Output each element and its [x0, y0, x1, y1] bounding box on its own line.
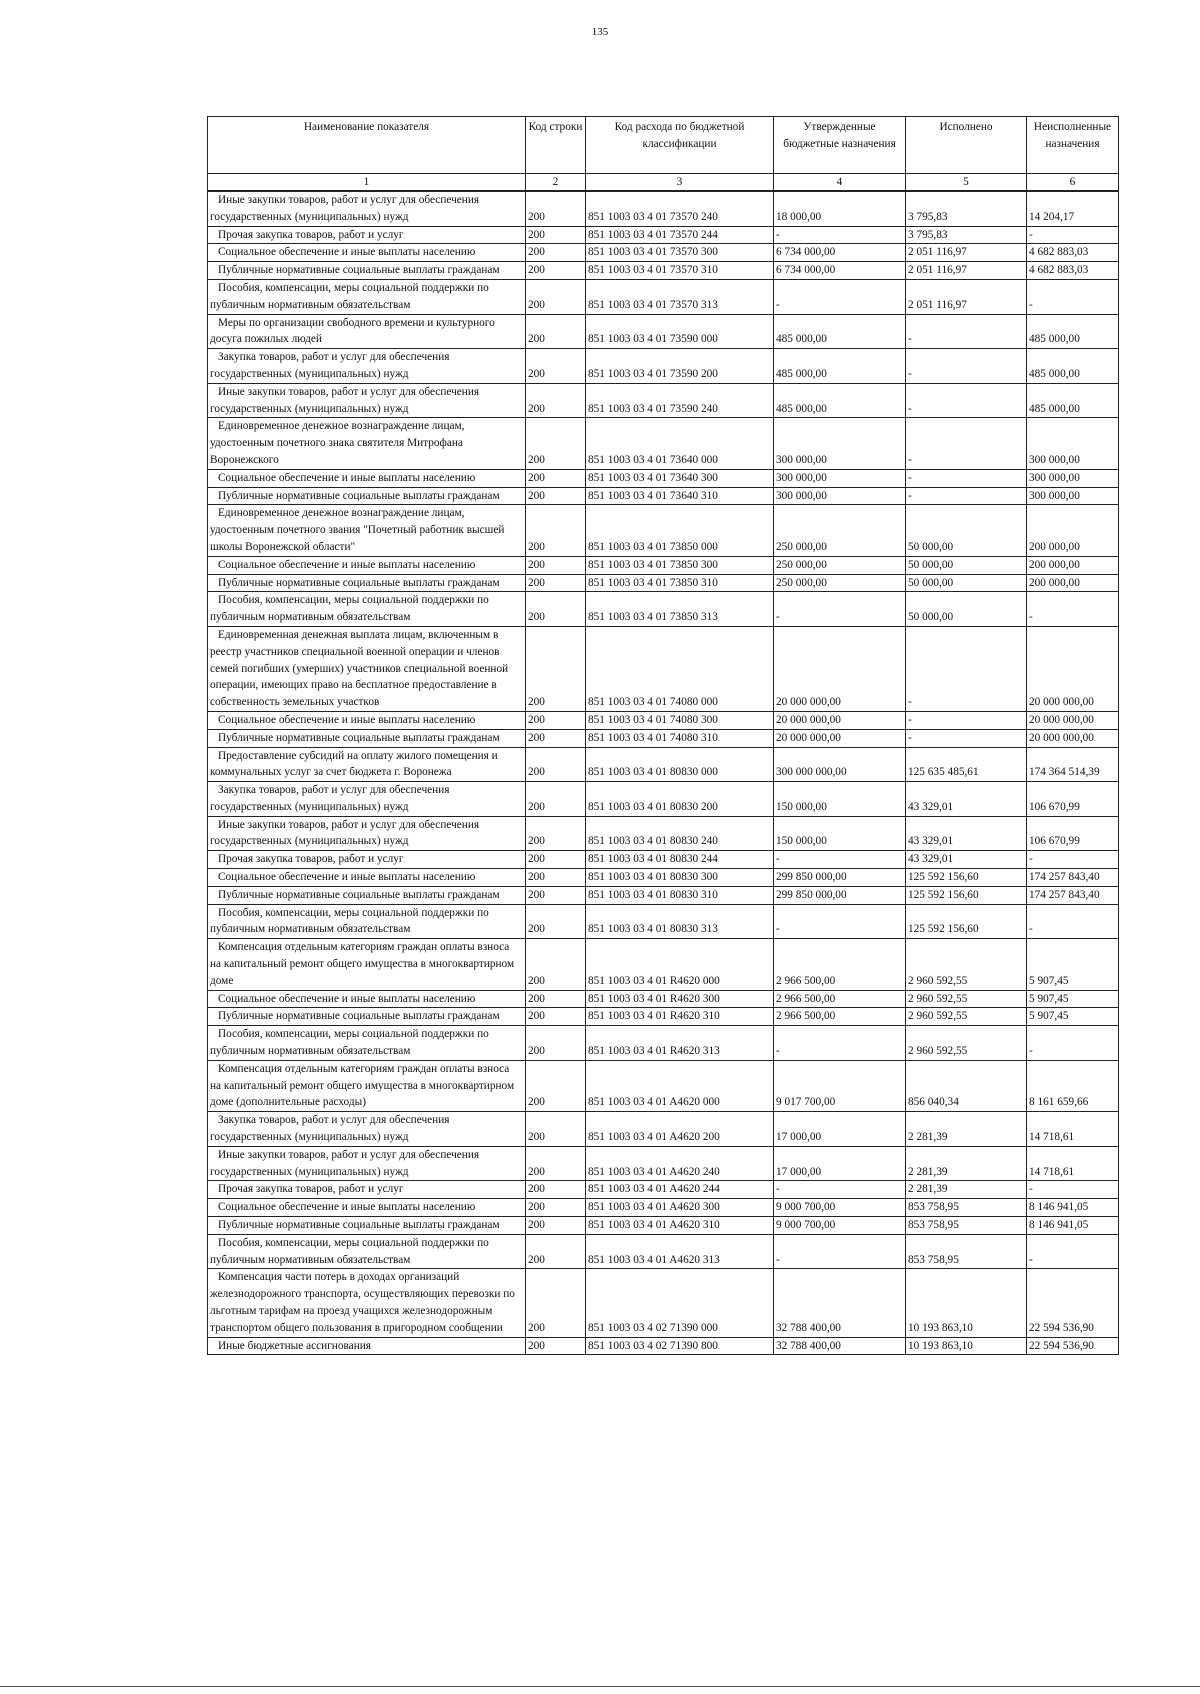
cell-unexecuted: 200 000,00	[1027, 574, 1119, 592]
cell-executed: -	[906, 469, 1027, 487]
table-row	[208, 1234, 1119, 1269]
cell-line-code: 200	[526, 574, 586, 592]
cell-unexecuted: 174 257 843,40	[1027, 869, 1119, 887]
cell-executed: -	[906, 314, 1027, 349]
cell-classification-code: 851 1003 03 4 01 R4620 310	[586, 1008, 774, 1026]
cell-executed: 2 960 592,55	[906, 939, 1027, 990]
cell-classification-code: 851 1003 03 4 01 73640 310	[586, 487, 774, 505]
cell-indicator-name: Прочая закупка товаров, работ и услуг	[208, 226, 526, 244]
table-row	[208, 383, 1119, 418]
table-row	[208, 1146, 1119, 1181]
table-row	[208, 592, 1119, 627]
cell-unexecuted: 14 718,61	[1027, 1146, 1119, 1181]
cell-classification-code: 851 1003 03 4 01 74080 300	[586, 711, 774, 729]
cell-unexecuted: 106 670,99	[1027, 782, 1119, 817]
cell-approved: 299 850 000,00	[774, 886, 906, 904]
cell-approved: 485 000,00	[774, 349, 906, 384]
cell-classification-code: 851 1003 03 4 01 A4620 310	[586, 1217, 774, 1235]
table-row	[208, 226, 1119, 244]
cell-executed: -	[906, 418, 1027, 469]
cell-unexecuted: 300 000,00	[1027, 487, 1119, 505]
cell-approved: -	[774, 904, 906, 939]
cell-executed: -	[906, 349, 1027, 384]
budget-execution-table	[207, 116, 1119, 1355]
cell-classification-code: 851 1003 03 4 01 80830 000	[586, 747, 774, 782]
column-number: 5	[906, 174, 1027, 192]
cell-line-code: 200	[526, 1269, 586, 1337]
cell-line-code: 200	[526, 869, 586, 887]
cell-approved: 20 000 000,00	[774, 729, 906, 747]
cell-indicator-name: Закупка товаров, работ и услуг для обеспечения государственных (муниципальных) нужд	[208, 349, 526, 384]
cell-approved: 2 966 500,00	[774, 939, 906, 990]
cell-unexecuted: 300 000,00	[1027, 469, 1119, 487]
table-row	[208, 279, 1119, 314]
cell-line-code: 200	[526, 939, 586, 990]
cell-approved: 9 000 700,00	[774, 1217, 906, 1235]
cell-classification-code: 851 1003 03 4 01 R4620 300	[586, 990, 774, 1008]
cell-indicator-name: Компенсация отдельным категориям граждан оплаты взноса на капитальный ремонт общего имущества в многоквартирном доме (дополнительные расходы)	[208, 1060, 526, 1111]
cell-classification-code: 851 1003 03 4 01 73850 310	[586, 574, 774, 592]
cell-line-code: 200	[526, 349, 586, 384]
table-row	[208, 1269, 1119, 1337]
cell-approved: 20 000 000,00	[774, 711, 906, 729]
cell-approved: 9 017 700,00	[774, 1060, 906, 1111]
cell-classification-code: 851 1003 03 4 01 A4620 300	[586, 1199, 774, 1217]
cell-indicator-name: Компенсация части потерь в доходах организаций железнодорожного транспорта, осуществляющих перевозки по льготным тарифам на проезд учащихся железнодорожным транспортом общего пользования в пригородном сообщении	[208, 1269, 526, 1337]
cell-executed: -	[906, 711, 1027, 729]
cell-approved: 6 734 000,00	[774, 262, 906, 280]
cell-unexecuted: 4 682 883,03	[1027, 262, 1119, 280]
cell-indicator-name: Меры по организации свободного времени и культурного досуга пожилых людей	[208, 314, 526, 349]
cell-executed: 853 758,95	[906, 1199, 1027, 1217]
cell-executed: 125 592 156,60	[906, 904, 1027, 939]
cell-executed: 2 051 116,97	[906, 262, 1027, 280]
cell-unexecuted: 22 594 536,90	[1027, 1337, 1119, 1355]
column-number: 6	[1027, 174, 1119, 192]
cell-classification-code: 851 1003 03 4 01 73590 240	[586, 383, 774, 418]
table-row	[208, 869, 1119, 887]
table-row	[208, 904, 1119, 939]
cell-approved: 20 000 000,00	[774, 626, 906, 711]
cell-unexecuted: 8 146 941,05	[1027, 1217, 1119, 1235]
cell-approved: -	[774, 1026, 906, 1061]
table-row	[208, 711, 1119, 729]
cell-approved: -	[774, 226, 906, 244]
cell-indicator-name: Предоставление субсидий на оплату жилого помещения и коммунальных услуг за счет бюджета г. Воронежа	[208, 747, 526, 782]
cell-unexecuted: 5 907,45	[1027, 939, 1119, 990]
cell-classification-code: 851 1003 03 4 01 73640 300	[586, 469, 774, 487]
cell-line-code: 200	[526, 1337, 586, 1355]
cell-executed: 43 329,01	[906, 782, 1027, 817]
cell-approved: 9 000 700,00	[774, 1199, 906, 1217]
table-row	[208, 574, 1119, 592]
column-number: 1	[208, 174, 526, 192]
cell-classification-code: 851 1003 03 4 01 80830 310	[586, 886, 774, 904]
cell-executed: 125 592 156,60	[906, 869, 1027, 887]
cell-indicator-name: Пособия, компенсации, меры социальной поддержки по публичным нормативным обязательствам	[208, 1026, 526, 1061]
column-number: 2	[526, 174, 586, 192]
table-row	[208, 505, 1119, 556]
cell-line-code: 200	[526, 990, 586, 1008]
cell-line-code: 200	[526, 505, 586, 556]
cell-unexecuted: 106 670,99	[1027, 816, 1119, 851]
cell-unexecuted: 4 682 883,03	[1027, 244, 1119, 262]
page-bottom-rule	[0, 1686, 1200, 1687]
table-row	[208, 1112, 1119, 1147]
cell-approved: 299 850 000,00	[774, 869, 906, 887]
cell-indicator-name: Закупка товаров, работ и услуг для обеспечения государственных (муниципальных) нужд	[208, 782, 526, 817]
cell-classification-code: 851 1003 03 4 01 A4620 200	[586, 1112, 774, 1147]
cell-indicator-name: Публичные нормативные социальные выплаты гражданам	[208, 886, 526, 904]
cell-classification-code: 851 1003 03 4 01 80830 240	[586, 816, 774, 851]
cell-line-code: 200	[526, 729, 586, 747]
cell-executed: 43 329,01	[906, 816, 1027, 851]
cell-unexecuted: 300 000,00	[1027, 418, 1119, 469]
cell-line-code: 200	[526, 886, 586, 904]
cell-approved: 150 000,00	[774, 816, 906, 851]
cell-unexecuted: 20 000 000,00	[1027, 626, 1119, 711]
cell-indicator-name: Социальное обеспечение и иные выплаты населению	[208, 244, 526, 262]
cell-line-code: 200	[526, 1234, 586, 1269]
cell-indicator-name: Публичные нормативные социальные выплаты гражданам	[208, 574, 526, 592]
cell-executed: 2 960 592,55	[906, 1008, 1027, 1026]
cell-unexecuted: 174 364 514,39	[1027, 747, 1119, 782]
header-executed: Исполнено	[906, 117, 1027, 174]
cell-approved: -	[774, 592, 906, 627]
cell-indicator-name: Пособия, компенсации, меры социальной поддержки по публичным нормативным обязательствам	[208, 279, 526, 314]
cell-unexecuted: 8 146 941,05	[1027, 1199, 1119, 1217]
cell-line-code: 200	[526, 1008, 586, 1026]
cell-classification-code: 851 1003 03 4 01 A4620 244	[586, 1181, 774, 1199]
cell-approved: 300 000,00	[774, 487, 906, 505]
cell-classification-code: 851 1003 03 4 01 R4620 313	[586, 1026, 774, 1061]
cell-line-code: 200	[526, 1112, 586, 1147]
cell-indicator-name: Пособия, компенсации, меры социальной поддержки по публичным нормативным обязательствам	[208, 592, 526, 627]
cell-line-code: 200	[526, 314, 586, 349]
cell-unexecuted: 174 257 843,40	[1027, 886, 1119, 904]
table-row	[208, 1337, 1119, 1355]
cell-unexecuted: 14 718,61	[1027, 1112, 1119, 1147]
cell-approved: 150 000,00	[774, 782, 906, 817]
cell-unexecuted: 20 000 000,00	[1027, 729, 1119, 747]
cell-line-code: 200	[526, 747, 586, 782]
cell-executed: 853 758,95	[906, 1234, 1027, 1269]
cell-executed: 2 281,39	[906, 1146, 1027, 1181]
cell-indicator-name: Социальное обеспечение и иные выплаты населению	[208, 1199, 526, 1217]
cell-unexecuted: 485 000,00	[1027, 383, 1119, 418]
cell-classification-code: 851 1003 03 4 01 80830 313	[586, 904, 774, 939]
cell-classification-code: 851 1003 03 4 01 73850 000	[586, 505, 774, 556]
cell-executed: -	[906, 487, 1027, 505]
cell-approved: 250 000,00	[774, 574, 906, 592]
cell-classification-code: 851 1003 03 4 01 73850 313	[586, 592, 774, 627]
table-row	[208, 747, 1119, 782]
cell-unexecuted: 14 204,17	[1027, 191, 1119, 226]
cell-executed: 125 635 485,61	[906, 747, 1027, 782]
cell-unexecuted: -	[1027, 904, 1119, 939]
cell-approved: -	[774, 1181, 906, 1199]
table-row	[208, 990, 1119, 1008]
cell-indicator-name: Социальное обеспечение и иные выплаты населению	[208, 711, 526, 729]
cell-line-code: 200	[526, 626, 586, 711]
cell-classification-code: 851 1003 03 4 01 R4620 000	[586, 939, 774, 990]
cell-unexecuted: -	[1027, 592, 1119, 627]
cell-approved: 250 000,00	[774, 556, 906, 574]
cell-executed: 2 051 116,97	[906, 279, 1027, 314]
cell-indicator-name: Социальное обеспечение и иные выплаты населению	[208, 469, 526, 487]
cell-line-code: 200	[526, 851, 586, 869]
table-row	[208, 191, 1119, 226]
cell-approved: 300 000 000,00	[774, 747, 906, 782]
table-row	[208, 851, 1119, 869]
cell-classification-code: 851 1003 03 4 01 73570 310	[586, 262, 774, 280]
cell-approved: 17 000,00	[774, 1112, 906, 1147]
cell-unexecuted: 22 594 536,90	[1027, 1269, 1119, 1337]
table-row	[208, 244, 1119, 262]
cell-line-code: 200	[526, 191, 586, 226]
cell-executed: 2 281,39	[906, 1181, 1027, 1199]
table-row	[208, 262, 1119, 280]
cell-line-code: 200	[526, 1146, 586, 1181]
cell-executed: 50 000,00	[906, 505, 1027, 556]
table-row	[208, 782, 1119, 817]
table-row	[208, 816, 1119, 851]
cell-indicator-name: Единовременное денежное вознаграждение лицам, удостоенным почетного знака святителя Митрофана Воронежского	[208, 418, 526, 469]
cell-executed: 856 040,34	[906, 1060, 1027, 1111]
cell-unexecuted: 485 000,00	[1027, 314, 1119, 349]
cell-approved: 300 000,00	[774, 418, 906, 469]
cell-line-code: 200	[526, 383, 586, 418]
cell-unexecuted: 20 000 000,00	[1027, 711, 1119, 729]
cell-approved: 32 788 400,00	[774, 1337, 906, 1355]
cell-unexecuted: -	[1027, 851, 1119, 869]
table-row	[208, 1217, 1119, 1235]
cell-line-code: 200	[526, 418, 586, 469]
cell-unexecuted: -	[1027, 1234, 1119, 1269]
cell-executed: 10 193 863,10	[906, 1337, 1027, 1355]
column-number-row	[208, 174, 1119, 192]
table-row	[208, 886, 1119, 904]
cell-executed: 50 000,00	[906, 592, 1027, 627]
cell-line-code: 200	[526, 469, 586, 487]
cell-approved: -	[774, 279, 906, 314]
cell-executed: 3 795,83	[906, 226, 1027, 244]
cell-indicator-name: Иные закупки товаров, работ и услуг для обеспечения государственных (муниципальных) нужд	[208, 1146, 526, 1181]
cell-line-code: 200	[526, 556, 586, 574]
cell-indicator-name: Прочая закупка товаров, работ и услуг	[208, 1181, 526, 1199]
table-row	[208, 1008, 1119, 1026]
cell-indicator-name: Иные закупки товаров, работ и услуг для обеспечения государственных (муниципальных) нужд	[208, 816, 526, 851]
cell-executed: -	[906, 729, 1027, 747]
table-header-row	[208, 117, 1119, 174]
cell-classification-code: 851 1003 03 4 01 73570 313	[586, 279, 774, 314]
table-body	[208, 191, 1119, 1355]
cell-classification-code: 851 1003 03 4 01 80830 244	[586, 851, 774, 869]
cell-line-code: 200	[526, 487, 586, 505]
cell-line-code: 200	[526, 592, 586, 627]
cell-indicator-name: Публичные нормативные социальные выплаты гражданам	[208, 1217, 526, 1235]
cell-unexecuted: -	[1027, 1026, 1119, 1061]
header-indicator-name: Наименование показателя	[208, 117, 526, 174]
table-row	[208, 469, 1119, 487]
cell-line-code: 200	[526, 1181, 586, 1199]
table-row	[208, 626, 1119, 711]
cell-unexecuted: 200 000,00	[1027, 505, 1119, 556]
column-number: 4	[774, 174, 906, 192]
cell-unexecuted: 200 000,00	[1027, 556, 1119, 574]
cell-line-code: 200	[526, 816, 586, 851]
cell-indicator-name: Пособия, компенсации, меры социальной поддержки по публичным нормативным обязательствам	[208, 1234, 526, 1269]
cell-indicator-name: Социальное обеспечение и иные выплаты населению	[208, 556, 526, 574]
cell-classification-code: 851 1003 03 4 01 73850 300	[586, 556, 774, 574]
cell-approved: -	[774, 1234, 906, 1269]
cell-indicator-name: Иные бюджетные ассигнования	[208, 1337, 526, 1355]
cell-executed: 853 758,95	[906, 1217, 1027, 1235]
cell-line-code: 200	[526, 226, 586, 244]
cell-indicator-name: Компенсация отдельным категориям граждан оплаты взноса на капитальный ремонт общего имущества в многоквартирном доме	[208, 939, 526, 990]
column-number: 3	[586, 174, 774, 192]
cell-line-code: 200	[526, 244, 586, 262]
cell-approved: 300 000,00	[774, 469, 906, 487]
cell-executed: 2 051 116,97	[906, 244, 1027, 262]
table-row	[208, 729, 1119, 747]
cell-classification-code: 851 1003 03 4 01 73570 244	[586, 226, 774, 244]
cell-line-code: 200	[526, 262, 586, 280]
cell-line-code: 200	[526, 279, 586, 314]
cell-executed: 2 281,39	[906, 1112, 1027, 1147]
cell-line-code: 200	[526, 1060, 586, 1111]
cell-indicator-name: Единовременное денежное вознаграждение лицам, удостоенным почетного звания "Почетный работник высшей школы Воронежской области"	[208, 505, 526, 556]
table-row	[208, 939, 1119, 990]
cell-classification-code: 851 1003 03 4 01 80830 200	[586, 782, 774, 817]
cell-indicator-name: Социальное обеспечение и иные выплаты населению	[208, 990, 526, 1008]
header-line-code: Код строки	[526, 117, 586, 174]
cell-indicator-name: Закупка товаров, работ и услуг для обеспечения государственных (муниципальных) нужд	[208, 1112, 526, 1147]
cell-line-code: 200	[526, 1026, 586, 1061]
header-classification-code: Код расхода по бюджетной классификации	[586, 117, 774, 174]
cell-executed: 2 960 592,55	[906, 1026, 1027, 1061]
cell-line-code: 200	[526, 1199, 586, 1217]
cell-classification-code: 851 1003 03 4 01 73570 300	[586, 244, 774, 262]
cell-classification-code: 851 1003 03 4 01 A4620 000	[586, 1060, 774, 1111]
cell-unexecuted: 5 907,45	[1027, 990, 1119, 1008]
cell-executed: 43 329,01	[906, 851, 1027, 869]
cell-classification-code: 851 1003 03 4 01 73590 000	[586, 314, 774, 349]
cell-indicator-name: Публичные нормативные социальные выплаты гражданам	[208, 487, 526, 505]
cell-approved: 485 000,00	[774, 314, 906, 349]
cell-approved: -	[774, 851, 906, 869]
table-row	[208, 1026, 1119, 1061]
cell-classification-code: 851 1003 03 4 01 74080 000	[586, 626, 774, 711]
cell-line-code: 200	[526, 904, 586, 939]
cell-approved: 6 734 000,00	[774, 244, 906, 262]
cell-classification-code: 851 1003 03 4 01 73590 200	[586, 349, 774, 384]
cell-indicator-name: Публичные нормативные социальные выплаты гражданам	[208, 1008, 526, 1026]
table-row	[208, 487, 1119, 505]
table-row	[208, 556, 1119, 574]
cell-approved: 250 000,00	[774, 505, 906, 556]
cell-classification-code: 851 1003 03 4 01 80830 300	[586, 869, 774, 887]
cell-indicator-name: Иные закупки товаров, работ и услуг для обеспечения государственных (муниципальных) нужд	[208, 383, 526, 418]
cell-unexecuted: 5 907,45	[1027, 1008, 1119, 1026]
cell-executed: -	[906, 626, 1027, 711]
table-row	[208, 1181, 1119, 1199]
cell-classification-code: 851 1003 03 4 01 73570 240	[586, 191, 774, 226]
cell-unexecuted: -	[1027, 226, 1119, 244]
cell-approved: 485 000,00	[774, 383, 906, 418]
cell-approved: 17 000,00	[774, 1146, 906, 1181]
cell-classification-code: 851 1003 03 4 01 74080 310	[586, 729, 774, 747]
cell-indicator-name: Публичные нормативные социальные выплаты гражданам	[208, 262, 526, 280]
table-row	[208, 1060, 1119, 1111]
cell-classification-code: 851 1003 03 4 02 71390 800	[586, 1337, 774, 1355]
cell-indicator-name: Социальное обеспечение и иные выплаты населению	[208, 869, 526, 887]
cell-unexecuted: 8 161 659,66	[1027, 1060, 1119, 1111]
cell-indicator-name: Единовременная денежная выплата лицам, включенным в реестр участников специальной военной операции и членов семей погибших (умерших) участников специальной военной операции, имеющих право на бесплатное предоставление в собственность земельных участков	[208, 626, 526, 711]
table-row	[208, 314, 1119, 349]
cell-executed: 10 193 863,10	[906, 1269, 1027, 1337]
cell-classification-code: 851 1003 03 4 02 71390 000	[586, 1269, 774, 1337]
cell-approved: 32 788 400,00	[774, 1269, 906, 1337]
cell-executed: 50 000,00	[906, 574, 1027, 592]
cell-executed: 125 592 156,60	[906, 886, 1027, 904]
cell-executed: 3 795,83	[906, 191, 1027, 226]
table-row	[208, 1199, 1119, 1217]
header-approved: Утвержденные бюджетные назначения	[774, 117, 906, 174]
cell-approved: 2 966 500,00	[774, 1008, 906, 1026]
cell-indicator-name: Прочая закупка товаров, работ и услуг	[208, 851, 526, 869]
cell-line-code: 200	[526, 782, 586, 817]
cell-classification-code: 851 1003 03 4 01 A4620 240	[586, 1146, 774, 1181]
cell-classification-code: 851 1003 03 4 01 A4620 313	[586, 1234, 774, 1269]
cell-line-code: 200	[526, 711, 586, 729]
cell-executed: -	[906, 383, 1027, 418]
cell-line-code: 200	[526, 1217, 586, 1235]
cell-unexecuted: -	[1027, 1181, 1119, 1199]
cell-executed: 2 960 592,55	[906, 990, 1027, 1008]
header-unexecuted: Неисполненные назначения	[1027, 117, 1119, 174]
cell-unexecuted: -	[1027, 279, 1119, 314]
cell-indicator-name: Публичные нормативные социальные выплаты гражданам	[208, 729, 526, 747]
cell-unexecuted: 485 000,00	[1027, 349, 1119, 384]
cell-approved: 18 000,00	[774, 191, 906, 226]
page-number: 135	[591, 26, 609, 38]
cell-classification-code: 851 1003 03 4 01 73640 000	[586, 418, 774, 469]
cell-executed: 50 000,00	[906, 556, 1027, 574]
cell-indicator-name: Иные закупки товаров, работ и услуг для обеспечения государственных (муниципальных) нужд	[208, 191, 526, 226]
table-row	[208, 349, 1119, 384]
table-row	[208, 418, 1119, 469]
cell-indicator-name: Пособия, компенсации, меры социальной поддержки по публичным нормативным обязательствам	[208, 904, 526, 939]
cell-approved: 2 966 500,00	[774, 990, 906, 1008]
